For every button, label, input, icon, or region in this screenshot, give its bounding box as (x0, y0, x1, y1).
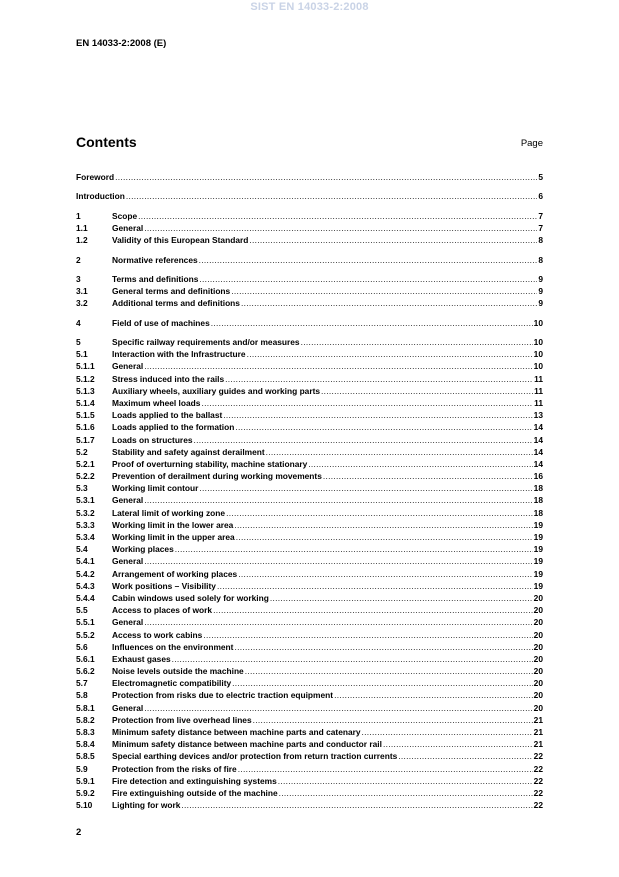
toc-entry[interactable] (76, 422, 543, 434)
toc-entry[interactable] (76, 630, 543, 642)
toc-entry-page: 11 (534, 373, 543, 384)
toc-dot-leader (238, 764, 533, 774)
toc-entry[interactable] (76, 191, 543, 203)
toc-entry-title: Lighting for work (112, 800, 181, 811)
toc-entry-page: 20 (533, 592, 543, 603)
toc-entry[interactable] (76, 715, 543, 727)
toc-entry[interactable] (76, 617, 543, 629)
toc-entry-title: Work positions – Visibility (112, 580, 216, 591)
toc-entry-title: Influences on the environment (112, 641, 234, 652)
toc-entry-number: 5.3.3 (76, 519, 95, 530)
toc-entry-number: 3.2 (76, 298, 88, 309)
toc-entry-title: General (112, 361, 144, 372)
toc-entry-number: 5.9.2 (76, 787, 95, 798)
toc-dot-leader (217, 581, 533, 591)
toc-entry-page: 20 (533, 690, 543, 701)
toc-entry-title: Arrangement of working places (112, 568, 238, 579)
toc-entry-page: 11 (534, 397, 543, 408)
toc-entry[interactable] (76, 318, 543, 330)
toc-entry-page: 21 (533, 739, 543, 750)
toc-entry-title: Working places (112, 544, 174, 555)
toc-entry-number: 5.9.1 (76, 775, 95, 786)
toc-entry-page: 16 (533, 471, 543, 482)
toc-entry[interactable] (76, 593, 543, 605)
toc-entry[interactable] (76, 483, 543, 495)
toc-entry[interactable] (76, 690, 543, 702)
toc-dot-leader (253, 715, 533, 725)
toc-dot-leader (194, 435, 533, 445)
toc-entry[interactable] (76, 800, 543, 812)
toc-dot-leader (225, 374, 533, 384)
toc-entry-number: 5.8.3 (76, 727, 95, 737)
toc-entry-page: 13 (533, 410, 543, 421)
toc-dot-leader (144, 556, 532, 566)
toc-entry-title: Field of use of machines (112, 317, 210, 328)
toc-entry-page: 20 (533, 641, 543, 652)
toc-entry-number: 5.2 (76, 446, 88, 457)
toc-entry-number: 1.2 (76, 235, 88, 246)
toc-dot-leader (144, 223, 537, 233)
toc-entry-number: 5.1.5 (76, 410, 95, 421)
toc-entry[interactable] (76, 544, 543, 556)
toc-entry-page: 10 (533, 317, 543, 328)
toc-dot-leader (249, 235, 537, 245)
toc-entry-page: 22 (533, 800, 543, 811)
toc-entry-title: Additional terms and definitions (112, 298, 240, 309)
page-column-label: Page (520, 138, 543, 149)
toc-entry-page: 9 (538, 273, 543, 284)
toc-entry-title: Fire extinguishing outside of the machine (112, 787, 278, 798)
toc-entry-number: 5.1.4 (76, 397, 95, 408)
toc-entry-title: Foreword (76, 172, 115, 182)
toc-entry[interactable] (76, 788, 543, 800)
toc-entry[interactable] (76, 569, 543, 581)
toc-entry-title: Introduction (76, 191, 125, 202)
toc-entry-title: General (112, 222, 144, 233)
toc-dot-leader (138, 211, 537, 221)
toc-entry-number: 5.1 (76, 349, 88, 360)
toc-dot-leader (301, 337, 533, 347)
toc-entry[interactable] (76, 386, 543, 398)
toc-dot-leader (172, 654, 533, 664)
toc-dot-leader (236, 532, 533, 542)
toc-entry-title: Prevention of derailment during working movements (112, 471, 322, 482)
toc-entry-number: 1.1 (76, 222, 88, 233)
toc-entry-title: Fire detection and extinguishing systems (112, 775, 277, 786)
toc-entry-title: Loads applied to the ballast (112, 410, 223, 421)
toc-entry-number: 5.2.1 (76, 458, 95, 469)
toc-entry-title: Special earthing devices and/or protection from return traction currents (112, 751, 398, 762)
toc-entry-page: 22 (533, 763, 543, 774)
table-of-contents (76, 172, 543, 812)
toc-dot-leader (144, 495, 532, 505)
toc-entry[interactable] (76, 703, 543, 715)
toc-entry-title: Working limit in the upper area (112, 532, 235, 542)
toc-dot-leader (278, 776, 533, 786)
toc-entry-title: General (112, 495, 144, 506)
toc-entry[interactable] (76, 666, 543, 678)
toc-dot-leader (226, 508, 533, 518)
toc-entry[interactable] (76, 211, 543, 223)
toc-entry-number: 5.5.2 (76, 629, 95, 640)
toc-entry-number: 5.1.3 (76, 385, 95, 396)
toc-entry-title: Auxiliary wheels, auxiliary guides and working parts (112, 385, 321, 396)
toc-entry-page: 11 (534, 385, 543, 396)
toc-entry-page: 22 (533, 787, 543, 798)
toc-entry[interactable] (76, 274, 543, 286)
toc-entry-number: 5.8.4 (76, 739, 95, 750)
toc-dot-leader (201, 398, 533, 408)
toc-entry[interactable] (76, 447, 543, 459)
toc-entry-number: 5.3.1 (76, 495, 95, 506)
toc-entry[interactable] (76, 374, 543, 386)
toc-entry-page: 20 (533, 605, 543, 616)
toc-entry-title: Protection from the risks of fire (112, 763, 237, 774)
toc-entry-number: 5.6 (76, 641, 88, 652)
toc-entry-title: Stress induced into the rails (112, 373, 225, 384)
toc-entry[interactable] (76, 286, 543, 298)
toc-entry-title: General terms and definitions (112, 286, 231, 297)
toc-entry-page: 7 (538, 222, 543, 233)
toc-dot-leader (213, 605, 533, 615)
toc-entry-title: Minimum safety distance between machine parts and catenary (112, 727, 361, 737)
toc-entry-number: 5.8.2 (76, 714, 95, 725)
toc-entry-page: 8 (538, 254, 543, 265)
toc-entry-page: 10 (533, 361, 543, 372)
toc-dot-leader (234, 642, 532, 652)
toc-entry-page: 14 (533, 446, 543, 457)
toc-entry-number: 5.1.2 (76, 373, 95, 384)
toc-dot-leader (270, 593, 533, 603)
toc-entry[interactable] (76, 678, 543, 690)
toc-entry-page: 19 (533, 519, 543, 530)
toc-entry-title: Minimum safety distance between machine parts and conductor rail (112, 739, 382, 750)
toc-entry-title: Proof of overturning stability, machine stationary (112, 458, 308, 469)
toc-dot-leader (144, 361, 532, 371)
toc-entry[interactable] (76, 410, 543, 422)
toc-dot-leader (238, 569, 532, 579)
toc-entry-number: 5.8.5 (76, 751, 95, 762)
toc-entry-page: 22 (533, 775, 543, 786)
toc-entry[interactable] (76, 508, 543, 520)
toc-entry-page: 7 (538, 210, 543, 221)
toc-dot-leader (211, 318, 533, 328)
toc-entry-page: 5 (538, 172, 543, 182)
toc-entry-page: 14 (533, 422, 543, 433)
toc-entry-number: 5.5 (76, 605, 88, 616)
toc-entry-title: Noise levels outside the machine (112, 666, 244, 677)
toc-dot-leader (232, 678, 533, 688)
toc-entry-page: 20 (533, 617, 543, 628)
toc-entry-number: 5.2.2 (76, 471, 95, 482)
toc-dot-leader (231, 286, 537, 296)
toc-entry-number: 2 (76, 254, 81, 265)
toc-entry-title: Validity of this European Standard (112, 235, 249, 246)
toc-entry-page: 20 (533, 678, 543, 689)
toc-entry-page: 21 (533, 714, 543, 725)
toc-dot-leader (321, 386, 533, 396)
toc-entry-title: Cabin windows used solely for working (112, 592, 269, 603)
toc-entry[interactable] (76, 223, 543, 235)
toc-dot-leader (362, 727, 533, 737)
toc-entry[interactable] (76, 739, 543, 751)
toc-entry-number: 5.3 (76, 483, 88, 494)
toc-entry-title: Electromagnetic compatibility (112, 678, 232, 689)
toc-dot-leader (308, 459, 532, 469)
toc-entry[interactable] (76, 520, 543, 532)
toc-entry-title: Normative references (112, 254, 198, 265)
toc-entry[interactable] (76, 349, 543, 361)
toc-entry-page: 18 (533, 495, 543, 506)
contents-title: Contents (76, 134, 137, 150)
toc-entry-title: Scope (112, 210, 138, 221)
toc-entry-page: 18 (533, 507, 543, 518)
toc-dot-leader (245, 666, 533, 676)
toc-entry-page: 19 (533, 580, 543, 591)
toc-dot-leader (144, 617, 532, 627)
toc-entry[interactable] (76, 581, 543, 593)
toc-entry-number: 5.3.2 (76, 507, 95, 518)
toc-entry-title: Loads applied to the formation (112, 422, 235, 433)
toc-dot-leader (199, 274, 537, 284)
toc-dot-leader (126, 191, 537, 201)
toc-dot-leader (234, 520, 532, 530)
toc-entry-page: 6 (538, 191, 543, 202)
toc-entry-page: 19 (533, 556, 543, 567)
toc-entry-page: 9 (538, 298, 543, 309)
toc-entry[interactable] (76, 776, 543, 788)
toc-dot-leader (144, 703, 532, 713)
toc-entry-title: Access to work cabins (112, 629, 203, 640)
toc-entry[interactable] (76, 751, 543, 763)
document-id-header: EN 14033-2:2008 (E) (76, 38, 167, 49)
toc-entry[interactable] (76, 532, 543, 544)
toc-entry[interactable] (76, 255, 543, 267)
toc-entry-page: 21 (533, 727, 543, 737)
toc-dot-leader (115, 172, 537, 182)
toc-dot-leader (398, 751, 532, 761)
toc-entry[interactable] (76, 556, 543, 568)
toc-entry-page: 14 (533, 458, 543, 469)
toc-entry-number: 5.7 (76, 678, 88, 689)
toc-entry-page: 10 (533, 349, 543, 360)
toc-entry-title: Protection from live overhead lines (112, 714, 252, 725)
toc-entry-page: 19 (533, 568, 543, 579)
toc-entry-page: 10 (533, 337, 543, 347)
toc-dot-leader (199, 483, 532, 493)
toc-entry-page: 19 (533, 532, 543, 542)
toc-entry-title: Specific railway requirements and/or measures (112, 337, 300, 347)
toc-entry-number: 5.10 (76, 800, 93, 811)
toc-entry[interactable] (76, 642, 543, 654)
toc-entry-title: Maximum wheel loads (112, 397, 201, 408)
toc-entry[interactable] (76, 605, 543, 617)
toc-entry-number: 5.6.1 (76, 653, 95, 664)
toc-entry-title: General (112, 702, 144, 713)
toc-entry-number: 5.1.7 (76, 434, 95, 445)
toc-dot-leader (235, 422, 532, 432)
toc-entry-page: 14 (533, 434, 543, 445)
page-number: 2 (76, 827, 82, 838)
toc-entry-page: 8 (538, 235, 543, 246)
toc-entry-number: 5.4.3 (76, 580, 95, 591)
toc-entry-page: 20 (533, 629, 543, 640)
toc-entry-number: 4 (76, 317, 81, 328)
toc-entry-page: 20 (533, 702, 543, 713)
toc-dot-leader (181, 800, 532, 810)
toc-entry-title: Exhaust gases (112, 653, 171, 664)
toc-entry-title: Terms and definitions (112, 273, 199, 284)
toc-entry[interactable] (76, 764, 543, 776)
toc-entry[interactable] (76, 435, 543, 447)
toc-entry[interactable] (76, 337, 543, 349)
toc-entry-title: Loads on structures (112, 434, 193, 445)
toc-entry-number: 5.8 (76, 690, 88, 701)
toc-dot-leader (203, 630, 532, 640)
toc-entry-number: 5.8.1 (76, 702, 95, 713)
toc-entry-page: 22 (533, 751, 543, 762)
toc-entry-number: 5.1.1 (76, 361, 95, 372)
toc-entry-title: Working limit in the lower area (112, 519, 234, 530)
toc-entry[interactable] (76, 495, 543, 507)
toc-entry-title: Working limit contour (112, 483, 199, 494)
toc-entry[interactable] (76, 654, 543, 666)
toc-entry-title: Access to places of work (112, 605, 213, 616)
toc-entry-title: Interaction with the Infrastructure (112, 349, 246, 360)
toc-entry-page: 9 (538, 286, 543, 297)
toc-entry-title: General (112, 617, 144, 628)
toc-entry-page: 20 (533, 653, 543, 664)
toc-dot-leader (241, 298, 537, 308)
toc-entry-page: 19 (533, 544, 543, 555)
toc-dot-leader (266, 447, 533, 457)
toc-entry[interactable] (76, 235, 543, 247)
toc-dot-leader (383, 739, 533, 749)
toc-entry[interactable] (76, 471, 543, 483)
toc-entry-number: 3 (76, 273, 81, 284)
toc-entry-title: Stability and safety against derailment (112, 446, 265, 457)
toc-entry-number: 1 (76, 210, 81, 221)
toc-entry[interactable] (76, 298, 543, 310)
toc-entry-number: 5.4.2 (76, 568, 95, 579)
toc-dot-leader (223, 410, 532, 420)
toc-entry-number: 5.1.6 (76, 422, 95, 433)
toc-entry[interactable] (76, 459, 543, 471)
toc-entry[interactable] (76, 172, 543, 184)
toc-entry-number: 5.9 (76, 763, 88, 774)
toc-entry-number: 5.5.1 (76, 617, 95, 628)
toc-entry-title: Lateral limit of working zone (112, 507, 226, 518)
toc-entry-number: 5.4.1 (76, 556, 95, 567)
toc-dot-leader (323, 471, 533, 481)
toc-entry-page: 18 (533, 483, 543, 494)
toc-entry[interactable] (76, 727, 543, 739)
toc-dot-leader (175, 544, 533, 554)
toc-dot-leader (199, 255, 538, 265)
toc-dot-leader (334, 690, 533, 700)
toc-entry-number: 5.4.4 (76, 592, 95, 603)
toc-entry[interactable] (76, 361, 543, 373)
toc-entry-title: Protection from risks due to electric traction equipment (112, 690, 334, 701)
toc-entry-number: 5.6.2 (76, 666, 95, 677)
toc-entry-number: 5.4 (76, 544, 88, 555)
watermark: SIST EN 14033-2:2008 (250, 1, 369, 13)
toc-entry-number: 5.3.4 (76, 532, 95, 542)
toc-dot-leader (247, 349, 533, 359)
toc-entry-number: 5 (76, 337, 81, 347)
toc-dot-leader (279, 788, 533, 798)
toc-entry-page: 20 (533, 666, 543, 677)
toc-entry-title: General (112, 556, 144, 567)
toc-entry-number: 3.1 (76, 286, 88, 297)
toc-entry[interactable] (76, 398, 543, 410)
